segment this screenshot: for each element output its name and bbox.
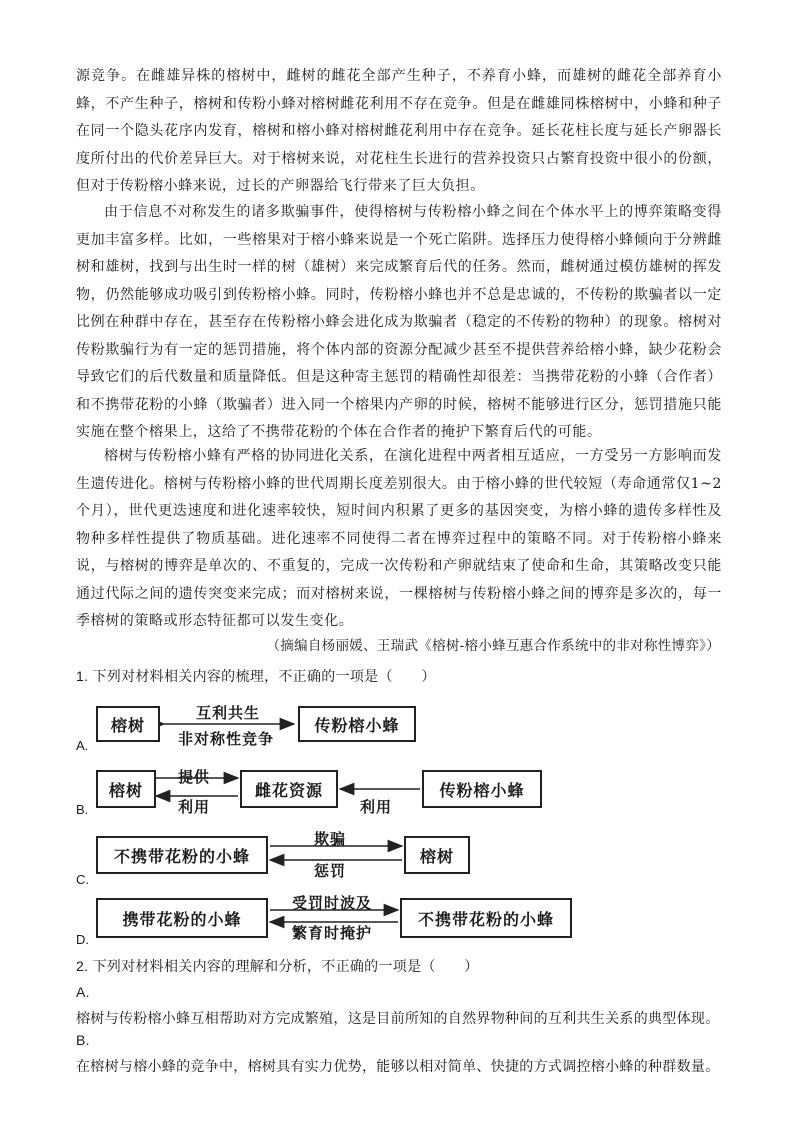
option-a-label-top: 互利共生: [196, 704, 261, 722]
option-c-box-left: 不携带花粉的小蜂: [96, 836, 268, 874]
option-d-letter: D.: [76, 932, 89, 947]
option-b-box-right: 传粉榕小蜂: [422, 770, 542, 808]
question-2-stem: 2. 下列对材料相关内容的理解和分析，不正确的一项是（ ）: [76, 958, 479, 974]
passage-paragraph-1: 源竞争。在雌雄异株的榕树中，雌树的雌花全部产生种子，不养育小蜂，而雄树的雌花全部养育小蜂，不产生种子，榕树和传粉小蜂对榕树雌花利用不存在竞争。但是在雌雄同株榕树中，小蜂和种子在同一个隐头花序内发育，榕树和榕小蜂对榕树雌花利用中存在竞争。延长花柱长度与延长产卵器长度所付出的代价差异巨大。对于榕树来说，对花柱生长进行的营养投资只占繁育投资中很小的份额，但对于传粉榕小蜂来说，过长的产卵器给飞行带来了巨大负担。: [76, 68, 722, 194]
option-c-label-punish: 惩罚: [314, 862, 347, 880]
option-d-box-right: 不携带花粉的小蜂: [400, 898, 572, 938]
source-citation: （摘编自杨丽媛、王瑞武《榕树-榕小蜂互惠合作系统中的非对称性博弈》）: [266, 638, 720, 654]
question-2-option-b-letter: B.: [76, 1032, 90, 1048]
passage-paragraph-3: 榕树与传粉榕小蜂有严格的协同进化关系，在演化进程中两者相互适应，一方受另一方影响而发生遗传进化。榕树与传粉榕小蜂的世代周期长度差别很大。由于榕小蜂的世代较短（寿命通常仅1~2个月），世代更迭速度和进化速率较快，短时间内积累了更多的基因突变，为榕小蜂的遗传多样性及物种多样性提供了物质基础。进化速率不同使得二者在博弈过程中的策略不同。对于传粉榕小蜂来说，与榕树的博弈是单次的、不重复的，完成一次传粉和产卵就结束了使命和生命，其策略改变只能通过代际之间的遗传突变来完成；而对榕树来说，一棵榕树与传粉榕小蜂之间的博弈是多次的，每一季榕树的策略或形态特征都可以发生变化。: [76, 448, 722, 629]
option-d-label-bottom: 繁育时掩护: [292, 924, 373, 942]
option-b-label-use-left: 利用: [178, 798, 211, 816]
question-2-option-b-text: 在榕树与榕小蜂的竞争中，榕树具有实力优势，能够以相对简单、快捷的方式调控榕小蜂的种群数量。: [76, 1058, 720, 1074]
option-a-label-bottom: 非对称性竞争: [178, 730, 275, 748]
option-a-letter: A.: [76, 738, 89, 753]
option-b-label-use-right: 利用: [360, 798, 393, 816]
option-d-box-left: 携带花粉的小蜂: [96, 898, 268, 938]
option-b-label-provide: 提供: [178, 768, 211, 786]
option-b-box-left: 榕树: [96, 770, 156, 808]
option-c-letter: C.: [76, 872, 89, 887]
option-a-box-right: 传粉榕小蜂: [298, 706, 416, 742]
option-b-letter: B.: [76, 802, 89, 817]
question-2-option-a-text: 榕树与传粉榕小蜂互相帮助对方完成繁殖，这是目前所知的自然界物种间的互利共生关系的典型体现。: [76, 1010, 720, 1026]
question-1-stem: 1. 下列对材料相关内容的梳理，不正确的一项是（ ）: [76, 668, 436, 684]
option-c-label-deceive: 欺骗: [314, 830, 347, 848]
option-d-label-top: 受罚时波及: [292, 894, 373, 912]
option-b-box-middle: 雌花资源: [240, 770, 338, 808]
question-2-option-a-letter: A.: [76, 984, 90, 1000]
option-c-box-right: 榕树: [404, 836, 470, 874]
passage-paragraph-2: 由于信息不对称发生的诸多欺骗事件，使得榕树与传粉榕小蜂之间在个体水平上的博弈策略变得更加丰富多样。比如，一些榕果对于榕小蜂来说是一个死亡陷阱。选择压力使得榕小蜂倾向于分辨雌树和雄树，找到与出生时一样的树（雄树）来完成繁育后代的任务。然而，雌树通过模仿雄树的挥发物，仍然能够成功吸引到传粉榕小蜂。同时，传粉榕小蜂也并不总是忠诚的，不传粉的欺骗者以一定比例在种群中存在，甚至存在传粉榕小蜂会进化成为欺骗者（稳定的不传粉的物种）的现象。榕树对传粉欺骗行为有一定的惩罚措施，将个体内部的资源分配减少甚至不提供营养给榕小蜂，缺少花粉会导致它们的后代数量和质量降低。但是这种寄主惩罚的精确性却很差：当携带花粉的小蜂（合作者）和不携带花粉的小蜂（欺骗者）进入同一个榕果内产卵的时候，榕树不能够进行区分，惩罚措施只能实施在整个榕果上，这给了不携带花粉的个体在合作者的掩护下繁育后代的可能。: [76, 204, 722, 440]
option-a-box-left: 榕树: [96, 706, 160, 742]
